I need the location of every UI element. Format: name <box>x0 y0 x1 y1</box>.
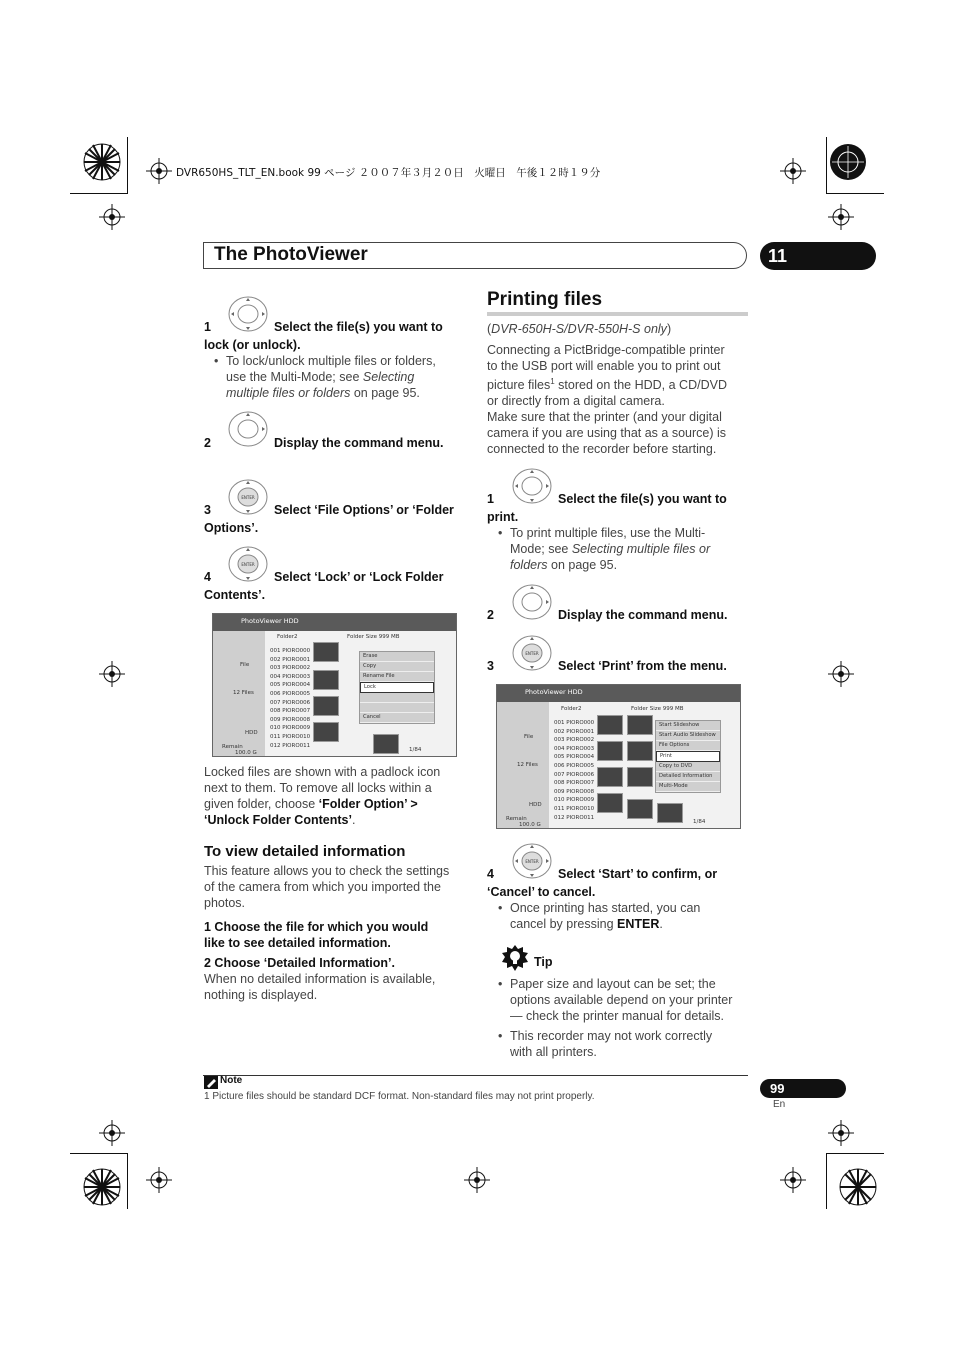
osd-menu-item: Detailed Information <box>656 772 720 782</box>
osd-menu-item: Copy to DVD <box>656 762 720 772</box>
osd-remain-value: 100.0 G <box>519 822 541 828</box>
arrow-pad-icon <box>227 295 269 333</box>
osd-file-item: 012 PIORO011 <box>554 814 595 821</box>
osd-page: 1/84 <box>693 819 706 825</box>
osd-file-item: 011 PIORO010 <box>554 805 595 812</box>
models-note: (DVR-650H-S/DVR-550H-S only) <box>487 322 672 336</box>
page-number-tab <box>760 1079 846 1098</box>
crosshair-icon <box>828 204 854 230</box>
section-heading: Printing files <box>487 289 603 310</box>
osd-menu-item: Print <box>656 751 720 762</box>
page-number: 99 <box>770 1081 785 1096</box>
left-step2-num: 2 <box>204 436 211 450</box>
osd-folder-size: Folder Size 999 MB <box>631 706 684 712</box>
crosshair-icon <box>99 204 125 230</box>
crosshair-icon <box>828 1120 854 1146</box>
osd-menu-item: Lock <box>360 682 434 693</box>
left-step4-num: 4 <box>204 570 211 584</box>
left-locked-paragraph: Locked files are shown with a padlock icon next to them. To remove all locks within a given folder, choose ‘Folder Option’ > ‘Unlock Folder Contents’. <box>204 765 441 827</box>
print-file-info: DVR650HS_TLT_EN.book 99 ページ ２００７年３月２０日 火曜日 午後１２時１９分 <box>176 167 601 179</box>
chapter-number-tab <box>760 242 876 270</box>
intro-paragraph-1: Connecting a PictBridge-compatible printer to the USB port will enable you to print out picture files$^1$ stored on the HDD, a CD/DVD or directly from a digital camera. <box>487 343 727 409</box>
right-step2-num: 2 <box>487 608 494 622</box>
osd-remain: Remain <box>222 744 243 750</box>
subsection-step1: 1 Choose the file for which you would like to see detailed information. <box>204 920 429 950</box>
right-step4-text: Select ‘Start’ to confirm, or <box>558 867 718 881</box>
crosshair-icon <box>780 158 806 184</box>
left-step4-text2: Contents’. <box>204 588 266 602</box>
osd-menu-item <box>360 693 434 703</box>
right-step4-bullet: • Once printing has started, you can cancel by pressing ENTER. <box>498 901 701 931</box>
tip-lightbulb-icon <box>501 944 529 972</box>
osd-menu-item <box>360 703 434 713</box>
crosshair-icon <box>99 661 125 687</box>
subsection-note: When no detailed information is available, nothing is displayed. <box>204 972 436 1002</box>
home-menu-button-icon <box>511 583 553 621</box>
osd-menu-item: Start Slideshow <box>656 721 720 731</box>
language-code: En <box>773 1099 786 1110</box>
osd-file-label: File <box>240 662 250 668</box>
enter-button-icon <box>511 634 553 672</box>
osd-files-count: 12 Files <box>233 690 254 696</box>
osd-title: PhotoViewer HDD <box>525 688 583 696</box>
registration-starburst-icon <box>838 1167 878 1207</box>
section-rule <box>487 312 748 316</box>
crosshair-icon <box>146 1167 172 1193</box>
osd-remain-value: 100.0 G <box>235 750 257 756</box>
osd-file-item: 009 PIORO008 <box>270 716 311 723</box>
osd-file-item: 005 PIORO004 <box>554 754 595 761</box>
osd-file-item: 010 PIORO009 <box>554 797 595 804</box>
subsection-step2: 2 Choose ‘Detailed Information’. <box>204 956 395 970</box>
osd-folder: Folder2 <box>561 706 582 712</box>
subsection-heading: To view detailed information <box>204 843 406 860</box>
osd-file-list <box>270 647 310 750</box>
crosshair-icon <box>780 1167 806 1193</box>
osd-screen-lock <box>212 613 457 757</box>
osd-file-item: 001 PIORO000 <box>270 648 311 654</box>
osd-file-item: 005 PIORO004 <box>270 682 311 689</box>
osd-file-item: 010 PIORO009 <box>270 725 311 732</box>
crosshair-icon <box>146 158 172 184</box>
osd-file-item: 004 PIORO003 <box>270 673 311 680</box>
osd-file-item: 001 PIORO000 <box>554 720 595 726</box>
svg-text:ENTER: ENTER <box>241 562 255 567</box>
osd-file-label: File <box>524 734 534 740</box>
note-label: Note <box>220 1075 243 1086</box>
right-step3-num: 3 <box>487 659 494 673</box>
osd-hdd: HDD <box>529 802 542 808</box>
osd-file-item: 004 PIORO003 <box>554 745 595 752</box>
note-icon <box>204 1076 218 1089</box>
registration-starburst-icon <box>828 142 868 182</box>
tip-bullet-1: • Paper size and layout can be set; the options available depend on your printer — check the printer manual for details. <box>498 977 733 1023</box>
left-step3-num: 3 <box>204 503 211 517</box>
osd-menu-item: Erase <box>360 652 434 662</box>
svg-text:ENTER: ENTER <box>525 859 539 864</box>
arrow-pad-icon <box>511 467 553 505</box>
osd-menu-item: Rename File <box>360 672 434 682</box>
osd-file-item: 007 PIORO006 <box>554 771 595 778</box>
osd-page: 1/84 <box>409 747 422 753</box>
enter-button-icon <box>227 478 269 516</box>
osd-menu-item: Multi-Mode <box>656 782 720 792</box>
osd-hdd: HDD <box>245 730 258 736</box>
chapter-title: The PhotoViewer <box>214 244 368 265</box>
osd-file-item: 009 PIORO008 <box>554 788 595 795</box>
osd-title: PhotoViewer HDD <box>241 617 299 625</box>
footnote-text: 1 Picture files should be standard DCF format. Non-standard files may not print properly. <box>204 1091 595 1102</box>
osd-file-list <box>554 719 594 822</box>
left-step3-text: Select ‘File Options’ or ‘Folder <box>274 503 454 517</box>
osd-file-item: 008 PIORO007 <box>554 780 595 787</box>
osd-remain: Remain <box>506 816 527 822</box>
enter-button-icon <box>511 842 553 880</box>
svg-text:ENTER: ENTER <box>525 651 539 656</box>
osd-screen-print <box>496 684 741 829</box>
left-step1-bullet: • To lock/unlock multiple files or folders, use the Multi-Mode; see Selecting multiple files or folders on page 95. <box>214 354 436 400</box>
chapter-number: 11 <box>768 246 788 266</box>
footnote-rule <box>203 1075 748 1076</box>
right-step4-num: 4 <box>487 867 494 881</box>
intro-paragraph-2: Make sure that the printer (and your digital camera if you are using that as a source) is connected to the recorder before starting. <box>487 410 727 456</box>
osd-file-item: 006 PIORO005 <box>554 762 595 769</box>
osd-file-item: 011 PIORO010 <box>270 733 311 740</box>
right-step1-bullet: • To print multiple files, use the Multi- Mode; see Selecting multiple files or folders on page 95. <box>498 526 711 572</box>
osd-file-item: 006 PIORO005 <box>270 690 311 697</box>
osd-file-item: 002 PIORO001 <box>554 728 595 735</box>
tip-label: Tip <box>534 955 553 969</box>
right-step1-num: 1 <box>487 492 494 506</box>
osd-command-menu <box>359 651 435 724</box>
right-step2-text: Display the command menu. <box>558 608 728 622</box>
osd-folder-size: Folder Size 999 MB <box>347 634 400 640</box>
osd-command-menu <box>655 720 721 793</box>
osd-file-item: 002 PIORO001 <box>270 656 311 663</box>
osd-menu-item: Cancel <box>360 713 434 723</box>
osd-menu-item: File Options <box>656 741 720 751</box>
osd-file-item: 008 PIORO007 <box>270 708 311 715</box>
left-step1-text2: lock (or unlock). <box>204 338 301 352</box>
left-step4-text: Select ‘Lock’ or ‘Lock Folder <box>274 570 444 584</box>
registration-starburst-icon <box>82 142 122 182</box>
left-step2-text: Display the command menu. <box>274 436 444 450</box>
left-step1: 1 <box>204 320 211 334</box>
osd-folder: Folder2 <box>277 634 298 640</box>
osd-file-item: 012 PIORO011 <box>270 742 311 749</box>
right-step1-text: Select the file(s) you want to <box>558 492 727 506</box>
home-menu-button-icon <box>227 410 269 448</box>
osd-menu-item: Start Audio Slideshow <box>656 731 720 741</box>
crosshair-icon <box>828 661 854 687</box>
subsection-intro: This feature allows you to check the settings of the camera from which you imported the photos. <box>204 864 450 910</box>
right-step1-text2: print. <box>487 510 519 524</box>
crosshair-icon <box>99 1120 125 1146</box>
crosshair-icon <box>464 1167 490 1193</box>
right-step3-text: Select ‘Print’ from the menu. <box>558 659 727 673</box>
registration-starburst-icon <box>82 1167 122 1207</box>
osd-files-count: 12 Files <box>517 762 538 768</box>
osd-file-item: 003 PIORO002 <box>554 737 595 744</box>
tip-bullet-2: • This recorder may not work correctly with all printers. <box>498 1029 713 1059</box>
left-step1-text: Select the file(s) you want to <box>274 320 443 334</box>
osd-menu-item: Copy <box>360 662 434 672</box>
svg-text:ENTER: ENTER <box>241 495 255 500</box>
osd-file-item: 003 PIORO002 <box>270 665 311 672</box>
right-step4-text2: ‘Cancel’ to cancel. <box>487 885 596 899</box>
left-step3-text2: Options’. <box>204 521 259 535</box>
enter-button-icon <box>227 545 269 583</box>
osd-file-item: 007 PIORO006 <box>270 699 311 706</box>
